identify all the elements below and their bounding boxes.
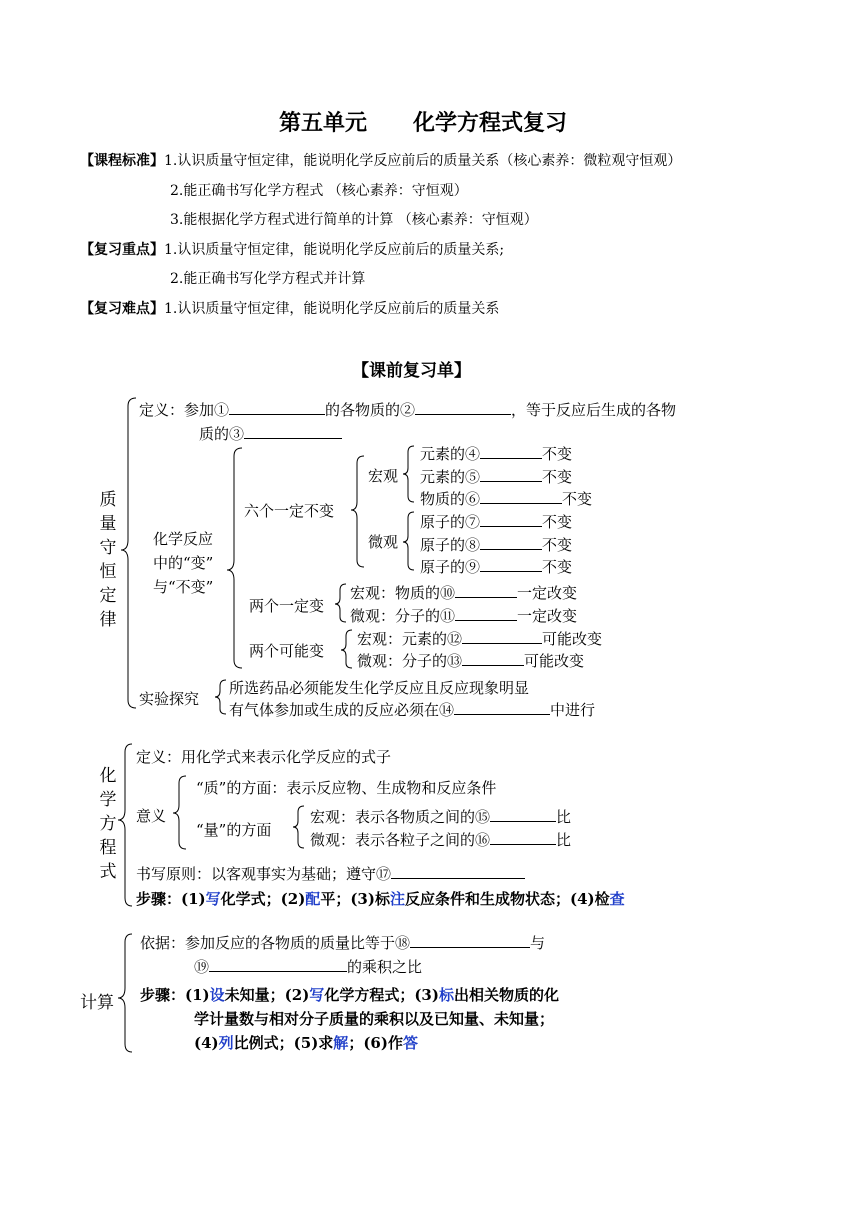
blank-16[interactable] (490, 829, 556, 845)
six-unchanged-label: 六个一定不变 (244, 502, 335, 520)
standards-item: 3.能根据化学方程式进行简单的计算 （核心素养：守恒观） (170, 212, 538, 228)
blank-15[interactable] (490, 806, 556, 822)
list-item: 微观：分子的⑬ 可能改变 (357, 652, 585, 670)
change-heading-line: 化学反应 (153, 530, 214, 548)
list-item: 原子的⑦ 不变 (420, 513, 573, 531)
calc-heading: 计算 (80, 993, 114, 1013)
list-item: 物质的⑥ 不变 (420, 490, 593, 508)
calc-basis: 依据：参加反应的各物质的质量比等于⑱ 与 (140, 934, 546, 952)
experiment-line-1: 所选药品必须能发生化学反应且反应现象明显 (229, 679, 530, 697)
writing-principle: 书写原则：以客观事实为基础；遵守⑰ (136, 863, 525, 884)
blank-18[interactable] (410, 932, 530, 948)
experiment-line-2: 有气体参加或生成的反应必须在⑭ 中进行 (229, 701, 596, 719)
standards-item: 2.能正确书写化学方程式 （核心素养：守恒观） (170, 183, 468, 199)
blank-13[interactable] (462, 650, 524, 666)
micro-label: 微观 (368, 533, 399, 551)
blank-5[interactable] (480, 466, 542, 482)
calc-steps-line-2: 学计量数与相对分子质量的乘积以及已知量、未知量； (194, 1010, 555, 1028)
blank-9[interactable] (480, 556, 542, 572)
equation-definition: 定义：用化学式来表示化学反应的式子 (136, 748, 392, 766)
equation-heading: 化学方程式 (99, 766, 117, 882)
section-title: 【课前复习单】 (352, 361, 471, 381)
blank-11[interactable] (455, 605, 517, 621)
blank-1[interactable] (229, 399, 325, 415)
blank-19[interactable] (209, 956, 347, 972)
key-points-label: 【复习重点】 (80, 242, 164, 258)
list-item: 宏观：物质的⑩ 一定改变 (350, 584, 578, 602)
unit-number: 第五单元 (279, 111, 368, 136)
mass-law-definition: 定义：参加① 的各物质的② ，等于反应后生成的各物 (139, 401, 677, 419)
quality-aspect: “质”的方面：表示反应物、生成物和反应条件 (196, 779, 497, 797)
blank-14[interactable] (454, 699, 550, 715)
list-item: 微观：分子的⑪ 一定改变 (350, 607, 578, 625)
list-item: 原子的⑨ 不变 (420, 558, 573, 576)
macro-label: 宏观 (368, 467, 399, 485)
mass-law-definition-cont: 质的③ (199, 423, 342, 444)
blank-6[interactable] (480, 488, 562, 504)
list-item: 宏观：元素的⑫ 可能改变 (357, 630, 603, 648)
mass-law-heading: 质量守恒定律 (99, 490, 117, 630)
list-item: 元素的⑤ 不变 (420, 468, 573, 486)
blank-12[interactable] (462, 628, 542, 644)
difficulties-label: 【复习难点】 (80, 301, 164, 317)
unit-name: 化学方程式复习 (413, 111, 568, 136)
quantity-aspect-label: “量”的方面 (196, 821, 272, 839)
difficulties-item: 1.认识质量守恒定律，能说明化学反应前后的质量关系 (164, 301, 500, 317)
blank-8[interactable] (480, 534, 542, 550)
blank-3[interactable] (244, 423, 342, 439)
blank-7[interactable] (480, 511, 542, 527)
calc-steps-line-1: 步骤：(1)设未知量；(2)写化学方程式；(3)标出相关物质的化 (140, 986, 559, 1004)
key-points-item: 2.能正确书写化学方程式并计算 (170, 271, 366, 287)
calc-steps-line-3: (4)列比例式；(5)求解；(6)作答 (194, 1034, 418, 1052)
calc-basis-cont: ⑲ 的乘积之比 (194, 958, 423, 976)
standards-label: 【课程标准】 (80, 153, 164, 169)
key-points-item: 1.认识质量守恒定律，能说明化学反应前后的质量关系; (164, 242, 505, 258)
two-must-change-label: 两个一定变 (249, 597, 325, 615)
quantity-micro: 微观：表示各粒子之间的⑯ 比 (310, 831, 572, 849)
two-may-change-label: 两个可能变 (249, 642, 325, 660)
blank-2[interactable] (415, 399, 511, 415)
standards-item: 1.认识质量守恒定律，能说明化学反应前后的质量关系（核心素养：微粒观守恒观） (164, 153, 682, 169)
list-item: 元素的④ 不变 (420, 445, 573, 463)
list-item: 原子的⑧ 不变 (420, 536, 573, 554)
quantity-macro: 宏观：表示各物质之间的⑮ 比 (310, 808, 572, 826)
meaning-label: 意义 (136, 807, 167, 825)
blank-10[interactable] (455, 582, 517, 598)
blank-4[interactable] (480, 443, 542, 459)
blank-17[interactable] (391, 863, 525, 879)
change-heading-line: 中的“变” (153, 554, 214, 572)
change-heading-line: 与“不变” (153, 578, 214, 596)
experiment-label: 实验探究 (139, 690, 200, 708)
equation-steps: 步骤：(1)写化学式；(2)配平；(3)标注反应条件和生成物状态；(4)检查 (136, 890, 625, 908)
